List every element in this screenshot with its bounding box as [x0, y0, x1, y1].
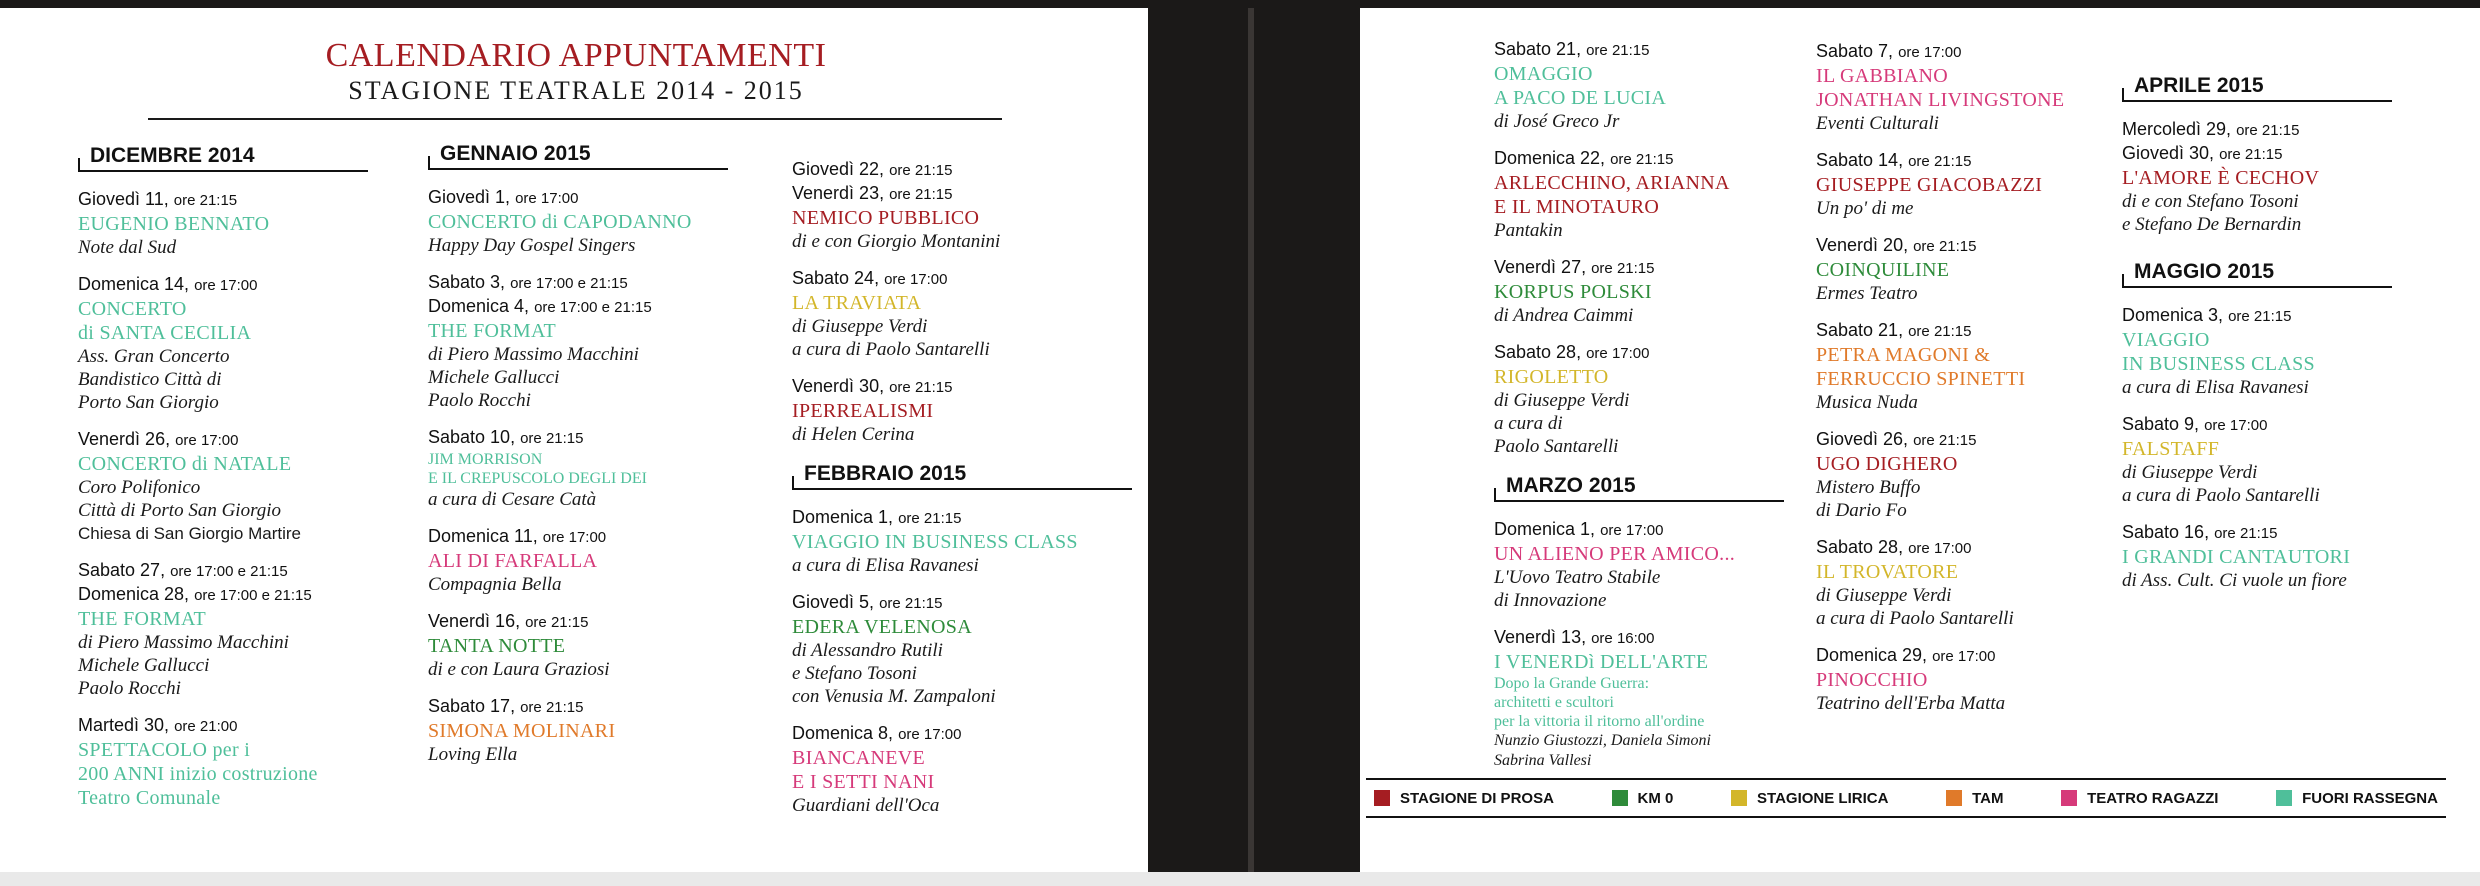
legend-item	[2061, 790, 2218, 807]
event-time: ore 21:15	[525, 614, 589, 631]
event-day: Domenica 1,	[792, 507, 894, 527]
event-time: ore 17:00	[175, 432, 239, 449]
event-date	[2122, 304, 2392, 328]
event-description: con Venusia M. Zampaloni	[792, 686, 996, 707]
event-time: ore 17:00	[1898, 44, 1962, 61]
event-time: ore 21:15	[889, 379, 953, 396]
event-day: Giovedì 1,	[428, 187, 511, 207]
event-time: ore 21:15	[879, 595, 943, 612]
event-day: Venerdì 20,	[1816, 235, 1909, 255]
event-description: di Dario Fo	[1816, 500, 1907, 521]
event-item	[792, 158, 1132, 253]
event-description: a cura di Cesare Catà	[428, 489, 597, 510]
event-description: di Ass. Cult. Ci vuole un fiore	[2122, 570, 2347, 591]
event-description: Coro Polifonico	[78, 477, 201, 498]
event-title: THE FORMAT	[428, 320, 557, 342]
event-day: Sabato 3,	[428, 272, 506, 292]
event-date	[1816, 319, 2116, 343]
event-title: LA TRAVIATA	[792, 292, 922, 314]
event-description: Porto San Giorgio	[78, 392, 219, 413]
event-date	[2122, 118, 2392, 142]
event-description: di Innovazione	[1494, 590, 1607, 611]
event-day: Domenica 11,	[428, 526, 538, 546]
event-title: IPERREALISMI	[792, 400, 934, 422]
event-date	[792, 375, 1132, 399]
event-time: ore 17:00 e 21:15	[534, 299, 652, 316]
legend-item	[1374, 790, 1554, 807]
event-time: ore 21:15	[1908, 153, 1972, 170]
event-date	[428, 525, 728, 549]
event-title: TANTA NOTTE	[428, 635, 566, 657]
event-item	[428, 186, 728, 257]
legend-swatch	[1612, 790, 1628, 806]
event-description: di e con Stefano Tosoni	[2122, 191, 2299, 212]
month-header: MAGGIO 2015	[2122, 258, 2392, 288]
event-title: PETRA MAGONI &	[1816, 344, 1991, 366]
event-title: L'AMORE È CECHOV	[2122, 167, 2320, 189]
event-time: ore 17:00	[898, 726, 962, 743]
title-rule	[148, 118, 1002, 120]
event-description: Ermes Teatro	[1816, 283, 1918, 304]
event-description: a cura di Paolo Santarelli	[1816, 608, 2014, 629]
event-time: ore 17:00	[1908, 540, 1972, 557]
event-date	[2122, 413, 2392, 437]
event-item	[792, 375, 1132, 446]
event-time: ore 21:15	[2236, 122, 2300, 139]
event-description: di Piero Massimo Macchini	[428, 344, 639, 365]
event-item	[428, 695, 728, 766]
event-day: Domenica 3,	[2122, 305, 2224, 325]
legend-label: TEATRO RAGAZZI	[2087, 789, 2219, 807]
event-date	[428, 426, 728, 450]
event-item	[1816, 644, 2116, 715]
event-item	[2122, 413, 2392, 507]
event-item	[428, 271, 728, 412]
event-item	[78, 273, 368, 414]
event-description: Sabrina Vallesi	[1494, 752, 1592, 769]
legend-label: STAGIONE LIRICA	[1757, 789, 1889, 807]
event-item	[1816, 428, 2116, 522]
event-date	[78, 714, 368, 738]
event-title: I VENERDì DELL'ARTE	[1494, 651, 1709, 673]
event-time: ore 21:15	[1913, 432, 1977, 449]
event-date	[428, 295, 728, 319]
event-description: a cura di	[1494, 413, 1563, 434]
month-header-wrap	[2122, 72, 2392, 102]
event-day: Venerdì 27,	[1494, 257, 1587, 277]
event-date	[2122, 521, 2392, 545]
event-date	[792, 722, 1132, 746]
event-time: ore 21:15	[1908, 323, 1972, 340]
event-title: VIAGGIO	[2122, 329, 2210, 351]
center-fold	[1248, 8, 1254, 872]
event-date	[1494, 256, 1784, 280]
event-description: Mistero Buffo	[1816, 477, 1921, 498]
event-title: NEMICO PUBBLICO	[792, 207, 980, 229]
event-item	[1494, 626, 1784, 771]
event-time: ore 17:00	[1600, 522, 1664, 539]
event-date	[792, 158, 1132, 182]
event-title: IL GABBIANO	[1816, 65, 1948, 87]
legend-label: TAM	[1972, 789, 2004, 807]
event-title: CONCERTO di CAPODANNO	[428, 211, 692, 233]
event-title: UGO DIGHERO	[1816, 453, 1958, 475]
event-description: Nunzio Giustozzi, Daniela Simoni	[1494, 732, 1711, 749]
event-title: KORPUS POLSKI	[1494, 281, 1652, 303]
event-description: a cura di Elisa Ravanesi	[2122, 377, 2309, 398]
month-header: APRILE 2015	[2122, 72, 2392, 102]
event-title: BIANCANEVE	[792, 747, 925, 769]
event-description: di José Greco Jr	[1494, 111, 1620, 132]
event-day: Sabato 10,	[428, 427, 516, 447]
event-day: Martedì 30,	[78, 715, 170, 735]
event-time: ore 17:00	[884, 271, 948, 288]
event-title: ARLECCHINO, ARIANNA	[1494, 172, 1730, 194]
event-title: JIM MORRISON	[428, 451, 543, 468]
event-time: ore 17:00	[542, 529, 607, 546]
scan-bottom-edge	[0, 872, 2480, 886]
event-title: PINOCCHIO	[1816, 669, 1928, 691]
month-header: MARZO 2015	[1494, 472, 1784, 502]
event-item	[2122, 521, 2392, 592]
event-description: a cura di Elisa Ravanesi	[792, 555, 979, 576]
event-item	[1816, 40, 2116, 135]
event-title: I GRANDI CANTAUTORI	[2122, 546, 2351, 568]
event-date	[428, 186, 728, 210]
month-header-wrap	[428, 140, 728, 170]
event-title: di SANTA CECILIA	[78, 322, 252, 344]
event-day: Domenica 4,	[428, 296, 530, 316]
event-time: ore 21:15	[520, 430, 584, 447]
event-title: E I SETTI NANI	[792, 771, 935, 793]
event-description: Paolo Santarelli	[1494, 436, 1619, 457]
page-title: CALENDARIO APPUNTAMENTI	[325, 37, 827, 74]
event-time: ore 21:15	[2228, 308, 2292, 325]
event-description: a cura di Paolo Santarelli	[792, 339, 990, 360]
event-time: ore 21:15	[1591, 260, 1655, 277]
event-description: di Helen Cerina	[792, 424, 915, 445]
event-item	[428, 426, 728, 511]
column-marzo	[1816, 40, 2116, 729]
event-day: Sabato 7,	[1816, 41, 1894, 61]
event-description: Un po' di me	[1816, 198, 1914, 219]
event-date	[1816, 149, 2116, 173]
event-day: Sabato 28,	[1816, 537, 1904, 557]
event-item	[1494, 38, 1784, 133]
event-day: Venerdì 16,	[428, 611, 521, 631]
column-aprile-maggio	[2122, 72, 2392, 606]
event-date	[1816, 428, 2116, 452]
event-title: IN BUSINESS CLASS	[2122, 353, 2315, 375]
event-title: RIGOLETTO	[1494, 366, 1609, 388]
column-febbraio-marzo	[1494, 38, 1784, 785]
event-item	[428, 610, 728, 681]
scan-top-edge	[0, 0, 2480, 8]
event-item	[1494, 256, 1784, 327]
event-time: ore 17:00	[1932, 648, 1996, 665]
event-item	[1494, 147, 1784, 242]
event-time: ore 21:15	[1913, 238, 1977, 255]
event-description: di Giuseppe Verdi	[1494, 390, 1630, 411]
event-time: ore 21:15	[1610, 151, 1674, 168]
event-day: Sabato 24,	[792, 268, 880, 288]
event-title: OMAGGIO	[1494, 63, 1593, 85]
legend-label: FUORI RASSEGNA	[2302, 789, 2438, 807]
event-day: Giovedì 11,	[78, 189, 169, 209]
event-description: Bandistico Città di	[78, 369, 222, 390]
event-day: Venerdì 13,	[1494, 627, 1587, 647]
event-description: Loving Ella	[428, 744, 518, 765]
event-title: A PACO DE LUCIA	[1494, 87, 1667, 109]
event-subtitle: architetti e scultori	[1494, 694, 1614, 711]
event-item	[792, 722, 1132, 817]
column-dicembre	[78, 142, 368, 824]
event-description: Ass. Gran Concerto	[78, 346, 230, 367]
month-header: GENNAIO 2015	[428, 140, 728, 170]
event-day: Domenica 1,	[1494, 519, 1596, 539]
legend-item	[2276, 790, 2438, 807]
event-subtitle: per la vittoria il ritorno all'ordine	[1494, 713, 1705, 730]
event-date	[428, 610, 728, 634]
event-time: ore 21:15	[173, 192, 238, 209]
event-time: ore 21:15	[898, 510, 962, 527]
event-description: Happy Day Gospel Singers	[428, 235, 636, 256]
event-title: FALSTAFF	[2122, 438, 2220, 460]
legend-swatch	[1731, 790, 1747, 806]
event-day: Sabato 21,	[1494, 39, 1582, 59]
event-description: e Stefano De Bernardin	[2122, 214, 2302, 235]
event-item	[78, 559, 368, 700]
event-time: ore 16:00	[1591, 630, 1655, 647]
event-time: ore 17:00 e 21:15	[510, 275, 628, 292]
event-title: ALI DI FARFALLA	[428, 550, 598, 572]
event-title: CONCERTO di NATALE	[78, 453, 292, 475]
event-title: JONATHAN LIVINGSTONE	[1816, 89, 2065, 111]
event-description: Michele Gallucci	[78, 655, 210, 676]
event-title: SIMONA MOLINARI	[428, 720, 616, 742]
event-item	[792, 591, 1132, 708]
legend-swatch	[1946, 790, 1962, 806]
event-title: VIAGGIO IN BUSINESS CLASS	[792, 531, 1078, 553]
event-date	[78, 188, 368, 212]
event-item	[428, 525, 728, 596]
event-title: IL TROVATORE	[1816, 561, 1959, 583]
event-day: Domenica 29,	[1816, 645, 1928, 665]
event-description: e Stefano Tosoni	[792, 663, 917, 684]
event-subtitle: Dopo la Grande Guerra:	[1494, 675, 1650, 692]
column-gennaio-febbraio	[792, 158, 1132, 831]
legend-item	[1612, 790, 1674, 807]
legend-swatch	[1374, 790, 1390, 806]
event-description: Compagnia Bella	[428, 574, 562, 595]
event-day: Domenica 28,	[78, 584, 190, 604]
event-description: di Giuseppe Verdi	[2122, 462, 2258, 483]
event-date	[78, 273, 368, 297]
event-item	[1816, 536, 2116, 630]
event-description: di Andrea Caimmi	[1494, 305, 1634, 326]
title-block	[146, 36, 1006, 106]
event-description: Eventi Culturali	[1816, 113, 1939, 134]
event-description: L'Uovo Teatro Stabile	[1494, 567, 1661, 588]
event-item	[78, 188, 368, 259]
event-day: Sabato 16,	[2122, 522, 2210, 542]
event-description: Paolo Rocchi	[428, 390, 531, 411]
event-item	[1816, 319, 2116, 414]
event-title: UN ALIENO PER AMICO...	[1494, 543, 1736, 565]
event-description: a cura di Paolo Santarelli	[2122, 485, 2320, 506]
event-time: ore 21:00	[174, 718, 238, 735]
month-header: DICEMBRE 2014	[78, 142, 368, 172]
event-title: FERRUCCIO SPINETTI	[1816, 368, 2026, 390]
event-date	[1494, 38, 1784, 62]
event-time: ore 21:15	[889, 162, 953, 179]
event-date	[792, 182, 1132, 206]
event-date	[792, 506, 1132, 530]
event-item	[2122, 304, 2392, 399]
event-date	[1494, 626, 1784, 650]
column-gennaio	[428, 140, 728, 780]
event-date	[1816, 234, 2116, 258]
event-description: di Piero Massimo Macchini	[78, 632, 289, 653]
event-date	[78, 559, 368, 583]
event-description: Guardiani dell'Oca	[792, 795, 940, 816]
event-time: ore 17:00	[2204, 417, 2268, 434]
event-day: Sabato 17,	[428, 696, 516, 716]
event-date	[1816, 536, 2116, 560]
event-venue: Chiesa di San Giorgio Martire	[78, 524, 301, 543]
page-subtitle: STAGIONE TEATRALE 2014 - 2015	[348, 76, 804, 105]
month-header-wrap	[2122, 258, 2392, 288]
event-description: di e con Giorgio Montanini	[792, 231, 1001, 252]
event-title: E IL CREPUSCOLO DEGLI DEI	[428, 470, 647, 487]
event-item	[78, 714, 368, 810]
month-header-wrap	[78, 142, 368, 172]
event-day: Sabato 14,	[1816, 150, 1904, 170]
event-day: Sabato 28,	[1494, 342, 1582, 362]
event-time: ore 21:15	[2219, 146, 2283, 163]
event-day: Sabato 9,	[2122, 414, 2200, 434]
event-day: Domenica 8,	[792, 723, 894, 743]
event-item	[792, 506, 1132, 577]
event-date	[1494, 147, 1784, 171]
event-item	[1816, 234, 2116, 305]
legend-item	[1946, 790, 2003, 807]
event-description: Musica Nuda	[1816, 392, 1918, 413]
event-time: ore 21:15	[520, 699, 584, 716]
event-title: CONCERTO	[78, 298, 187, 320]
event-day: Sabato 21,	[1816, 320, 1904, 340]
event-date	[1494, 341, 1784, 365]
event-day: Venerdì 30,	[792, 376, 885, 396]
legend-label: KM 0	[1637, 789, 1674, 807]
event-item	[1494, 518, 1784, 612]
event-day: Giovedì 22,	[792, 159, 885, 179]
event-day: Giovedì 5,	[792, 592, 875, 612]
legend-label: STAGIONE DI PROSA	[1400, 789, 1554, 807]
legend-swatch	[2061, 790, 2077, 806]
month-header-wrap	[1494, 472, 1784, 502]
event-description: di e con Laura Graziosi	[428, 659, 610, 680]
event-date	[2122, 142, 2392, 166]
event-day: Domenica 14,	[78, 274, 190, 294]
event-time: ore 17:00	[194, 277, 258, 294]
event-title: Teatro Comunale	[78, 787, 221, 809]
event-title: GIUSEPPE GIACOBAZZI	[1816, 174, 2043, 196]
event-day: Venerdì 23,	[792, 183, 885, 203]
event-title: E IL MINOTAURO	[1494, 196, 1660, 218]
event-time: ore 17:00 e 21:15	[170, 563, 288, 580]
event-time: ore 21:15	[889, 186, 953, 203]
event-description: Pantakin	[1494, 220, 1563, 241]
event-time: ore 21:15	[2214, 525, 2278, 542]
event-day: Mercoledì 29,	[2122, 119, 2232, 139]
event-date	[1494, 518, 1784, 542]
event-item	[2122, 118, 2392, 236]
event-time: ore 17:00	[1586, 345, 1650, 362]
event-description: di Giuseppe Verdi	[1816, 585, 1952, 606]
event-time: ore 21:15	[1586, 42, 1650, 59]
event-date	[792, 267, 1132, 291]
event-date	[1816, 644, 2116, 668]
category-legend	[1366, 778, 2446, 818]
event-date	[792, 591, 1132, 615]
legend-swatch	[2276, 790, 2292, 806]
event-title: SPETTACOLO per i	[78, 739, 251, 761]
center-dark-band	[1148, 8, 1360, 878]
event-day: Giovedì 30,	[2122, 143, 2215, 163]
event-date	[1816, 40, 2116, 64]
event-description: Città di Porto San Giorgio	[78, 500, 282, 521]
event-date	[78, 583, 368, 607]
event-item	[1494, 341, 1784, 458]
event-time: ore 17:00 e 21:15	[194, 587, 312, 604]
event-item	[1816, 149, 2116, 220]
event-title: THE FORMAT	[78, 608, 207, 630]
event-date	[78, 428, 368, 452]
event-time: ore 17:00	[515, 190, 579, 207]
event-day: Domenica 22,	[1494, 148, 1606, 168]
event-description: di Alessandro Rutili	[792, 640, 943, 661]
event-title: COINQUILINE	[1816, 259, 1950, 281]
event-title: EDERA VELENOSA	[792, 616, 972, 638]
event-day: Giovedì 26,	[1816, 429, 1909, 449]
legend-item	[1731, 790, 1888, 807]
event-item	[78, 428, 368, 545]
event-day: Sabato 27,	[78, 560, 166, 580]
event-title: 200 ANNI inizio costruzione	[78, 763, 318, 785]
event-description: di Giuseppe Verdi	[792, 316, 928, 337]
event-description: Paolo Rocchi	[78, 678, 181, 699]
event-description: Michele Gallucci	[428, 367, 560, 388]
event-date	[428, 271, 728, 295]
event-date	[428, 695, 728, 719]
event-description: Note dal Sud	[78, 237, 177, 258]
event-title: EUGENIO BENNATO	[78, 213, 270, 235]
event-item	[792, 267, 1132, 361]
month-header-wrap	[792, 460, 1132, 490]
event-description: Teatrino dell'Erba Matta	[1816, 693, 2006, 714]
event-day: Venerdì 26,	[78, 429, 171, 449]
month-header: FEBBRAIO 2015	[792, 460, 1132, 490]
